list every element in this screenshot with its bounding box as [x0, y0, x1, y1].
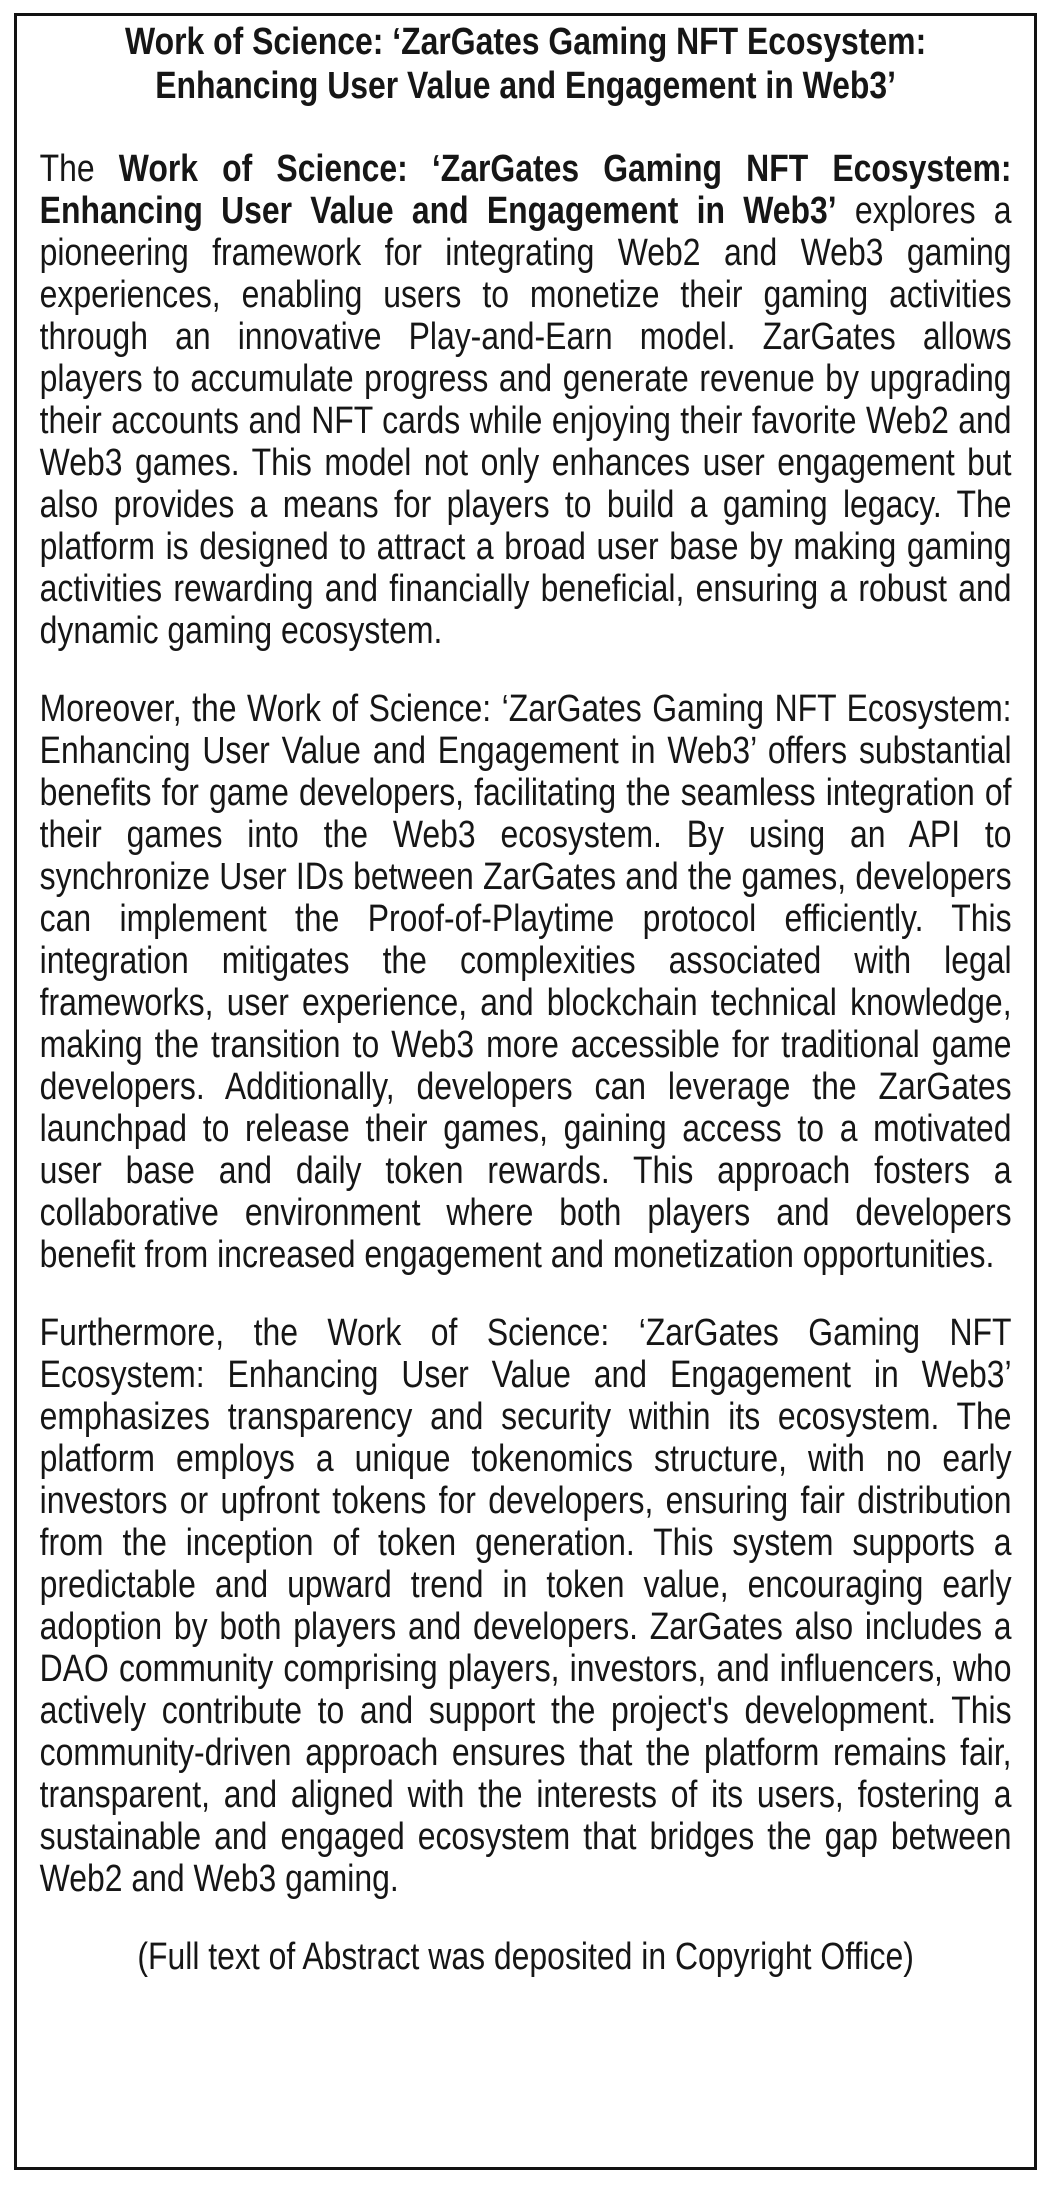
- paragraph-1-body: explores a pioneering framework for integrating Web2 and Web3 gaming experiences, enabling users to monetize their gaming activities through an innovative Play-and-Earn model. ZarGates allows players to accumulate progress and generate revenue by upgrading their accounts and NFT cards while enjoying their favorite Web2 and Web3 games. This model not only enhances user engagement but also provides a means for players to build a gaming legacy. The platform is designed to attract a broad user base by making gaming activities rewarding and financially beneficial, ensuring a robust and dynamic gaming ecosystem.: [39, 190, 1012, 652]
- abstract-paragraph-1: [40, 148, 1012, 652]
- page-title: Work of Science: ‘ZarGates Gaming NFT Ecosystem: Enhancing User Value and Engagement in Web3’: [125, 21, 927, 107]
- paragraph-1-lead: The: [39, 148, 119, 190]
- abstract-paragraph-3: Furthermore, the Work of Science: ‘ZarGates Gaming NFT Ecosystem: Enhancing User Value and Engagement in Web3’ emphasizes transparency and security within its ecosystem. The platform employs a unique tokenomics structure, with no early investors or upfront tokens for developers, ensuring fair distribution from the inception of token generation. This system supports a predictable and upward trend in token value, encouraging early adoption by both players and developers. ZarGates also includes a DAO community comprising players, investors, and influencers, who actively contribute to and support the project's development. This community-driven approach ensures that the platform remains fair, transparent, and aligned with the interests of its users, fostering a sustainable and engaged ecosystem that bridges the gap between Web2 and Web3 gaming.: [39, 1312, 1012, 1900]
- abstract-document-box: [14, 13, 1037, 2170]
- copyright-deposit-note: (Full text of Abstract was deposited in Copyright Office): [137, 1936, 914, 1978]
- document-text-column: [17, 16, 1034, 1978]
- paragraph-1-bold-title-phrase: Work of Science: ‘ZarGates Gaming NFT Ecosystem: Enhancing User Value and Engagement in Web3’: [39, 148, 1012, 232]
- abstract-paragraph-2: Moreover, the Work of Science: ‘ZarGates Gaming NFT Ecosystem: Enhancing User Value and Engagement in Web3’ offers substantial benefits for game developers, facilitating the seamless integration of their games into the Web3 ecosystem. By using an API to synchronize User IDs between ZarGates and the games, developers can implement the Proof-of-Playtime protocol efficiently. This integration mitigates the complexities associated with legal frameworks, user experience, and blockchain technical knowledge, making the transition to Web3 more accessible for traditional game developers. Additionally, developers can leverage the ZarGates launchpad to release their games, gaining access to a motivated user base and daily token rewards. This approach fosters a collaborative environment where both players and developers benefit from increased engagement and monetization opportunities.: [39, 688, 1012, 1276]
